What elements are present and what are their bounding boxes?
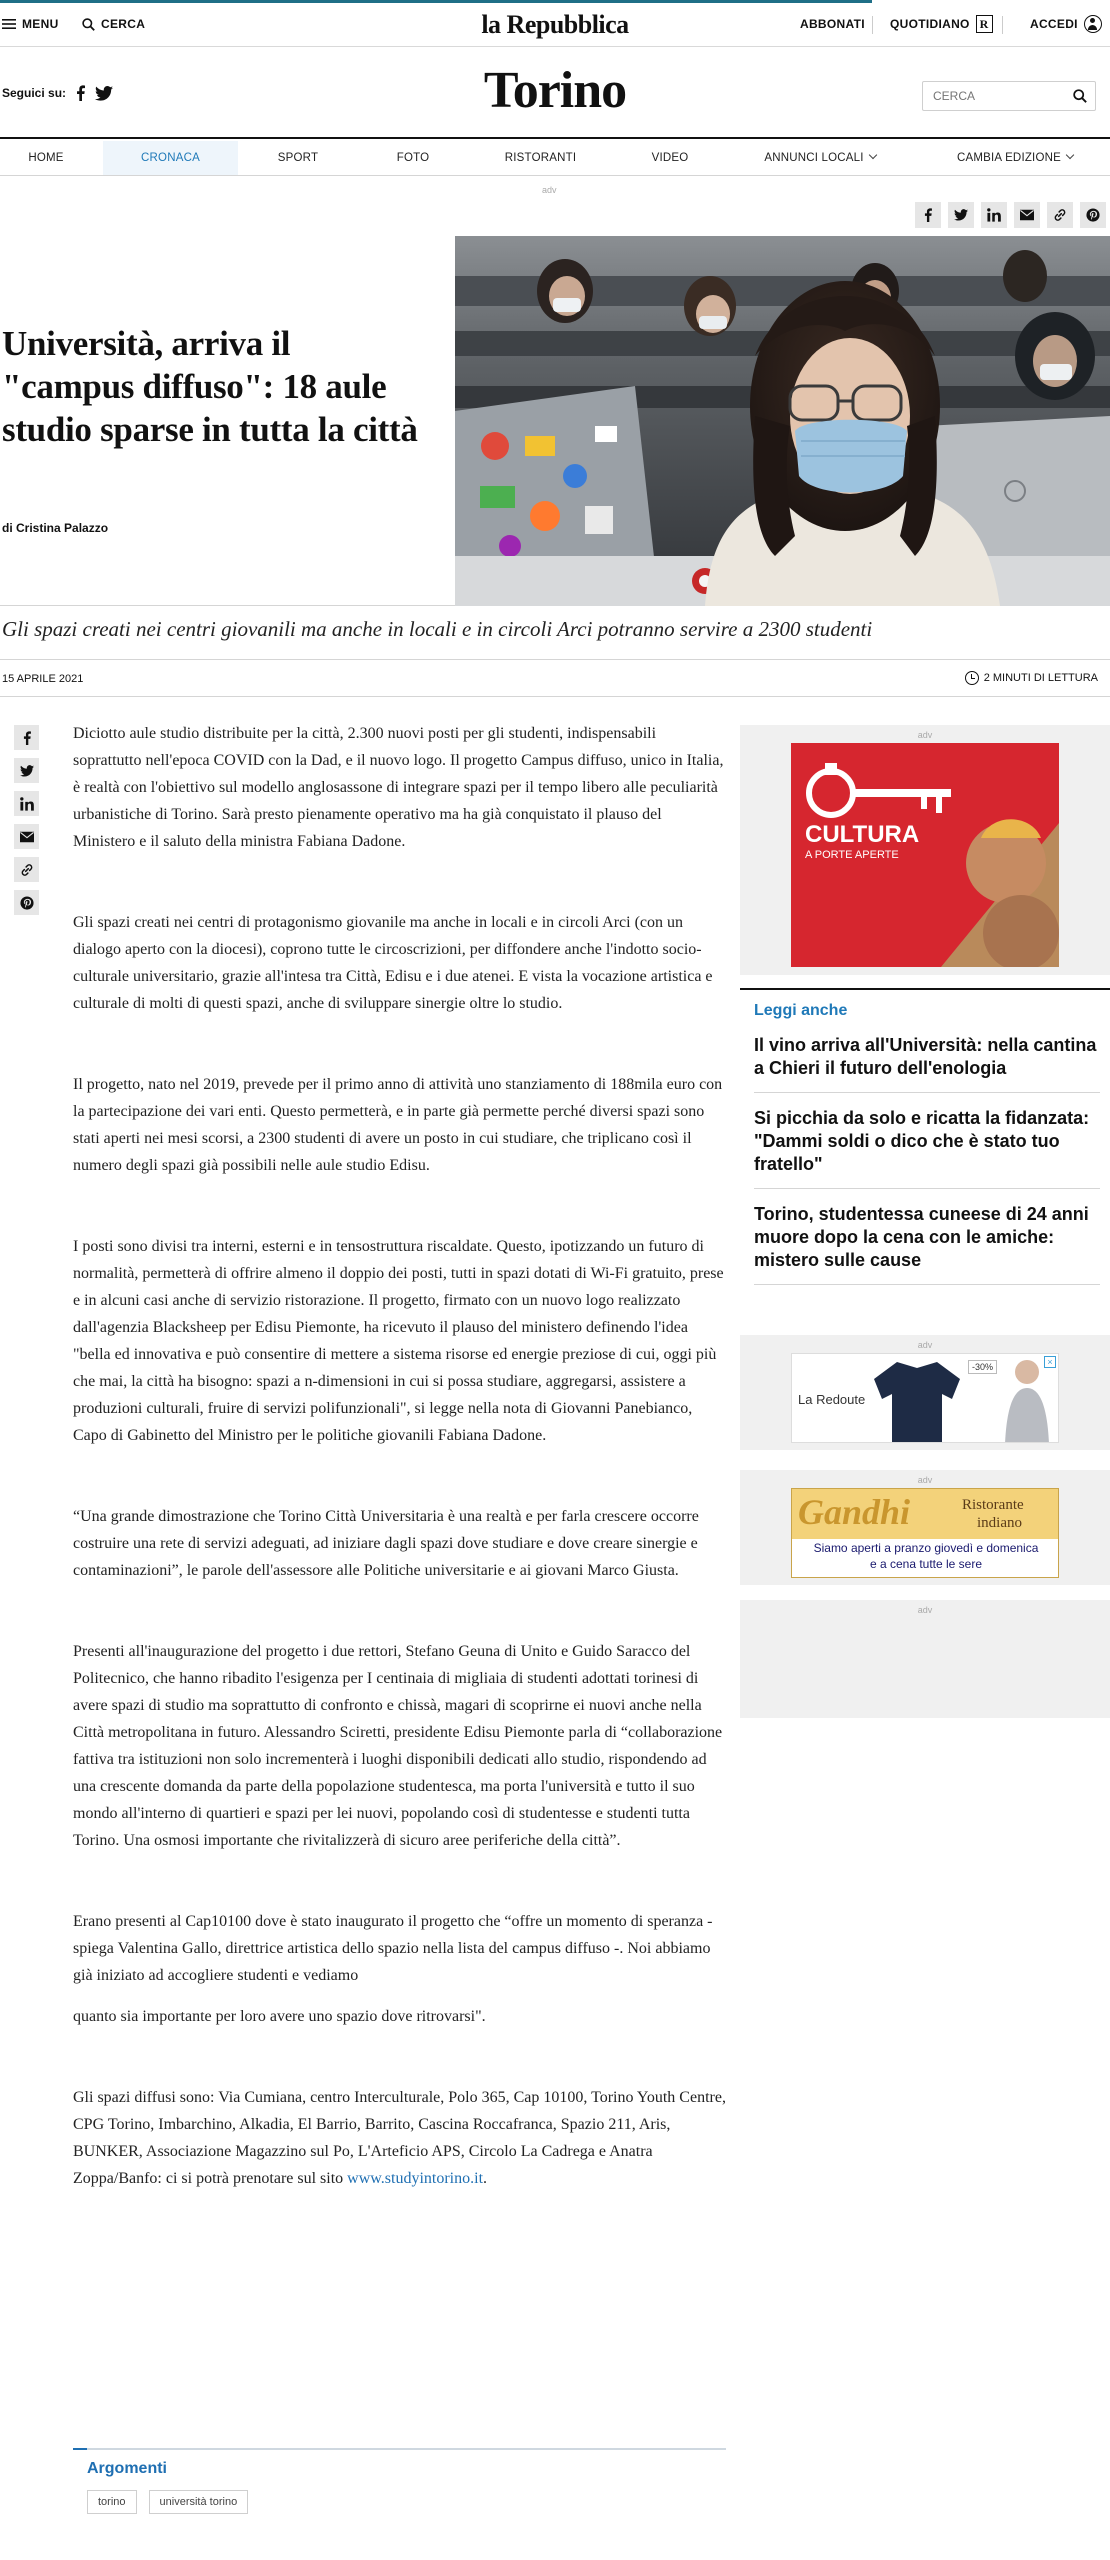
ad-label: adv bbox=[917, 1605, 933, 1615]
ad-tagline2: e a cena tutte le sere bbox=[869, 1557, 983, 1571]
read-time bbox=[965, 671, 1098, 685]
follow-label: Seguici su: bbox=[2, 86, 67, 100]
nav-cambia-edizione[interactable] bbox=[940, 141, 1090, 175]
article-paragraph: quanto sia importante per loro avere uno spazio dove ritrovarsi". bbox=[73, 2008, 486, 2025]
share-linkedin-button[interactable] bbox=[14, 791, 39, 816]
search-icon bbox=[82, 18, 95, 31]
cultura-ad-banner[interactable] bbox=[791, 743, 1059, 967]
chevron-down-icon bbox=[868, 151, 876, 159]
read-time-label: 2 MINUTI DI LETTURA bbox=[983, 672, 1098, 684]
link-suffix: . bbox=[483, 2170, 488, 2187]
search-label: CERCA bbox=[101, 17, 146, 31]
article-paragraph: Gli spazi creati nei centri di protagonismo giovanile ma anche in locali e in circoli Arci (con un dialogo aperto con la diocesi), coprono tutte le circoscrizioni, per diffondere anche l'indotto socio-culturale universitario, grazie all'intesa tra Città, Edisu e i due atenei. E vista la vocazione artistica e culturale di molti di questi spazi, anche di sviluppare sinergie oltre lo studio. bbox=[73, 914, 713, 1012]
studyintorino-link[interactable]: www.studyintorino.it bbox=[347, 2170, 484, 2187]
share-link-button[interactable] bbox=[14, 857, 39, 882]
search-icon[interactable] bbox=[1073, 89, 1087, 103]
nav-label: VIDEO bbox=[651, 152, 689, 164]
article-paragraph: “Una grande dimostrazione che Torino Città Universitaria è una realtà e per farla crescere occorre costruire una rete di servizi adeguati, ad iniziare dagli spazi dove studiare e dove creare sinergie e contaminazioni”, le parole dell'assessore alle Politiche universitarie e ai giovani Marco Giusta. bbox=[73, 1508, 699, 1579]
ad-label: adv bbox=[917, 1340, 933, 1350]
share-email-button[interactable] bbox=[14, 824, 39, 849]
repubblica-logo[interactable]: la Repubblica bbox=[481, 10, 629, 39]
facebook-icon bbox=[921, 208, 935, 222]
section-nav bbox=[0, 141, 1110, 176]
share-bar-side bbox=[14, 725, 39, 915]
share-link-button[interactable] bbox=[1047, 202, 1073, 228]
share-facebook-button[interactable] bbox=[915, 202, 941, 228]
sidebar-ad-laredoute bbox=[740, 1335, 1110, 1450]
sidebar-ad-empty bbox=[740, 1600, 1110, 1718]
search-input[interactable] bbox=[923, 82, 1053, 110]
article-byline[interactable]: di Cristina Palazzo bbox=[2, 521, 109, 535]
linkedin-icon bbox=[20, 797, 34, 811]
article-paragraph: Presenti all'inaugurazione del progetto i due rettori, Stefano Geuna di Unito e Guido Saracco del Politecnico, che hanno ribadito l'esigenza per I centinaia di migliaia di studenti adottati torinesi di avere spazi di studio ma soprattutto di confronto e chissà, magari di scoprirne ei nuovi anche nella Città metropolitana in futuro. Alessandro Sciretti, presidente Edisu Piemonte parla di “collaborazione fattiva tra istituzioni non solo incrementerà i luoghi disponibili dedicati allo studio, rispondendo ad una crescente domanda da parte della popolazione studentesca, ma porta l'università e tutto il suo mondo all'interno di quartieri e spazi per lei nuovi, popolando così di studentesse e studenti tutta Torino. Una osmosi importante che rivitalizzerà di sicuro aree periferiche della città”. bbox=[73, 1643, 723, 1849]
newspaper-label: QUOTIDIANO bbox=[890, 17, 970, 31]
user-icon bbox=[1084, 15, 1102, 33]
share-bar-top bbox=[915, 202, 1106, 228]
article-paragraph-text: Gli spazi diffusi sono: Via Cumiana, centro Interculturale, Polo 365, Cap 10100, Torino Youth Centre, CPG Torino, Imbarchino, Alkadia, El Barrio, Barrito, Cascina Roccafranca, Spazio 211, Aris, BUNKER, Associazione Magazzino sul Po, L'Arteficio APS, Circolo La Cadrega e Anatra Zoppa/Banfo: ci si potrà prenotare sul sito bbox=[73, 2089, 726, 2187]
share-twitter-button[interactable] bbox=[14, 758, 39, 783]
menu-label: MENU bbox=[22, 17, 59, 31]
subscribe-link[interactable] bbox=[800, 17, 865, 31]
top-bar bbox=[0, 3, 1110, 47]
ad-brand: La Redoute bbox=[798, 1392, 866, 1407]
ad-title: CULTURA bbox=[805, 821, 920, 848]
share-facebook-button[interactable] bbox=[14, 725, 39, 750]
link-icon bbox=[20, 863, 34, 877]
ad-subtitle: A PORTE APERTE bbox=[805, 849, 899, 861]
article-hero bbox=[0, 236, 1110, 606]
link-icon bbox=[1053, 208, 1067, 222]
nav-label: RISTORANTI bbox=[504, 152, 577, 164]
article-paragraph-last bbox=[73, 2084, 726, 2192]
article-paragraph: Diciotto aule studio distribuite per la città, 2.300 nuovi posti per gli studenti, indispensabili soprattutto nell'epoca COVID con la Dad, e il nuovo logo. Il progetto Campus diffuso, unico in Italia, è realtà con l'obiettivo sul modello anglosassone di integrare spazi per il tempo libero alle peculiarità urbanistiche di Torino. Sarà presto pienamente operativo ma ha già conquistato il plauso del Ministero e il saluto della ministra Fabiana Dadone. bbox=[73, 725, 724, 850]
article-summary: Gli spazi creati nei centri giovanili ma anche in locali e in circoli Arci potranno servire a 2300 studenti bbox=[2, 617, 873, 641]
ad-label: adv bbox=[542, 185, 557, 195]
twitter-icon bbox=[954, 208, 968, 222]
mail-icon bbox=[20, 830, 34, 844]
ad-close-icon[interactable]: × bbox=[1044, 1356, 1056, 1368]
nav-annunci-locali[interactable] bbox=[750, 141, 890, 175]
laredoute-ad-banner[interactable] bbox=[791, 1353, 1059, 1443]
article-meta bbox=[0, 659, 1110, 697]
search-button[interactable] bbox=[82, 17, 145, 31]
newspaper-link[interactable] bbox=[890, 15, 993, 33]
sidebar-ad-gandhi bbox=[740, 1470, 1110, 1585]
nav-ristoranti[interactable] bbox=[488, 141, 593, 175]
ad-discount: -30% bbox=[968, 1360, 997, 1374]
nav-label: CRONACA bbox=[141, 152, 200, 164]
share-pinterest-button[interactable] bbox=[14, 890, 39, 915]
ad-label: adv bbox=[917, 730, 933, 740]
facebook-icon bbox=[20, 731, 34, 745]
nav-label: ANNUNCI LOCALI bbox=[764, 152, 864, 164]
article-date: 15 APRILE 2021 bbox=[2, 673, 84, 685]
nav-home[interactable] bbox=[0, 141, 92, 175]
read-also-item[interactable]: Torino, studentessa cuneese di 24 anni muore dopo la cena con le amiche: mistero sulle cause bbox=[754, 1189, 1100, 1285]
login-label: ACCEDI bbox=[1030, 17, 1078, 31]
article-paragraph: Il progetto, nato nel 2019, prevede per il primo anno di attività uno stanziamento di 188mila euro con la partecipazione dei vari enti. Questo permetterà, e in parte già permette perché diversi spazi sono stati aperti nei mesi scorsi, a 2300 studenti di avere un posto in cui studiare, che triplicano così il numero degli spazi già possibili nelle aule studio Edisu. bbox=[73, 1076, 723, 1174]
edition-title[interactable]: Torino bbox=[483, 62, 627, 119]
login-button[interactable] bbox=[1030, 15, 1102, 33]
nav-video[interactable] bbox=[620, 141, 720, 175]
read-also-item[interactable]: Il vino arriva all'Università: nella cantina a Chieri il futuro dell'enologia bbox=[754, 1020, 1100, 1093]
twitter-icon bbox=[20, 764, 34, 778]
newspaper-badge: R bbox=[976, 15, 993, 33]
sidebar-ad-cultura bbox=[740, 725, 1110, 975]
subscribe-label: ABBONATI bbox=[800, 17, 865, 31]
ad-line2: indiano bbox=[977, 1515, 1022, 1531]
nav-label: FOTO bbox=[396, 152, 430, 164]
share-email-button[interactable] bbox=[1014, 202, 1040, 228]
article-paragraph: Erano presenti al Cap10100 dove è stato inaugurato il progetto che “offre un momento di speranza - spiega Valentina Gallo, direttrice artistica dello spazio nella lista del campus diffuso -. Noi abbiamo già iniziato ad accogliere studenti e vediamo bbox=[73, 1913, 713, 1984]
hamburger-icon bbox=[2, 18, 16, 30]
hero-photo-students-studying bbox=[455, 236, 1110, 606]
pinterest-icon bbox=[1086, 208, 1100, 222]
ad-label: adv bbox=[917, 1475, 933, 1485]
tag-universita-torino[interactable]: università torino bbox=[149, 2490, 249, 2514]
share-pinterest-button[interactable] bbox=[1080, 202, 1106, 228]
share-linkedin-button[interactable] bbox=[981, 202, 1007, 228]
pinterest-icon bbox=[20, 896, 34, 910]
ad-line1: Ristorante bbox=[962, 1497, 1024, 1513]
read-also-title: Leggi anche bbox=[754, 1002, 848, 1019]
nav-label: SPORT bbox=[277, 152, 319, 164]
read-also bbox=[740, 988, 1110, 1285]
nav-sport[interactable] bbox=[248, 141, 348, 175]
mail-icon bbox=[1020, 208, 1034, 222]
masthead bbox=[0, 47, 1110, 139]
divider bbox=[872, 16, 873, 34]
article-headline: Università, arriva il "campus diffuso": 18 aule studio sparse in tutta la città bbox=[2, 324, 418, 449]
nav-label: CAMBIA EDIZIONE bbox=[957, 152, 1061, 164]
ad-tagline1: Siamo aperti a pranzo giovedì e domenica bbox=[813, 1541, 1039, 1555]
tag-torino[interactable]: torino bbox=[87, 2490, 137, 2514]
clock-icon bbox=[965, 671, 979, 685]
sweater-image bbox=[872, 1354, 962, 1443]
search-box bbox=[922, 81, 1096, 111]
article-body bbox=[73, 720, 726, 2246]
divider bbox=[1002, 16, 1003, 34]
chevron-down-icon bbox=[1066, 151, 1074, 159]
share-twitter-button[interactable] bbox=[948, 202, 974, 228]
article-tags bbox=[73, 2448, 726, 2514]
nav-cronaca[interactable] bbox=[103, 141, 238, 175]
menu-button[interactable] bbox=[2, 17, 59, 31]
nav-label: HOME bbox=[28, 152, 64, 164]
tags-title: Argomenti bbox=[87, 2460, 167, 2477]
read-also-item[interactable]: Si picchia da solo e ricatta la fidanzata: "Dammi soldi o dico che è stato tuo fratello" bbox=[754, 1093, 1100, 1189]
linkedin-icon bbox=[987, 208, 1001, 222]
ad-brand: Gandhi bbox=[798, 1492, 911, 1532]
article-paragraph: I posti sono divisi tra interni, esterni e in tensostruttura riscaldate. Questo, ipotizzando un futuro di normalità, permetterà di offrire almeno il doppio dei posti, tutti in spazi dotati di Wi-Fi gratuito, prese e in alcuni casi anche di servizio ristorazione. Il progetto, firmato con un nuovo logo realizzato dall'agenzia Blacksheep per Edisu Piemonte, ha ricevuto il plauso del ministero definendo l'idea "bella ed innovativa e può consentire di mettere a sistema risorse ed energie preziose di cui, oggi più che mai, la città ha bisogno: spazi a n-dimensioni in cui si possa studiare, aggregarsi, assistere a produzioni culturali, fruire di servizi polifunzionali", si legge nella nota di Giovanni Panebianco, Capo di Gabinetto del Ministro per le politiche giovanili Fabiana Dadone. bbox=[73, 1238, 724, 1444]
nav-foto[interactable] bbox=[363, 141, 463, 175]
gandhi-ad-banner[interactable] bbox=[791, 1488, 1059, 1578]
